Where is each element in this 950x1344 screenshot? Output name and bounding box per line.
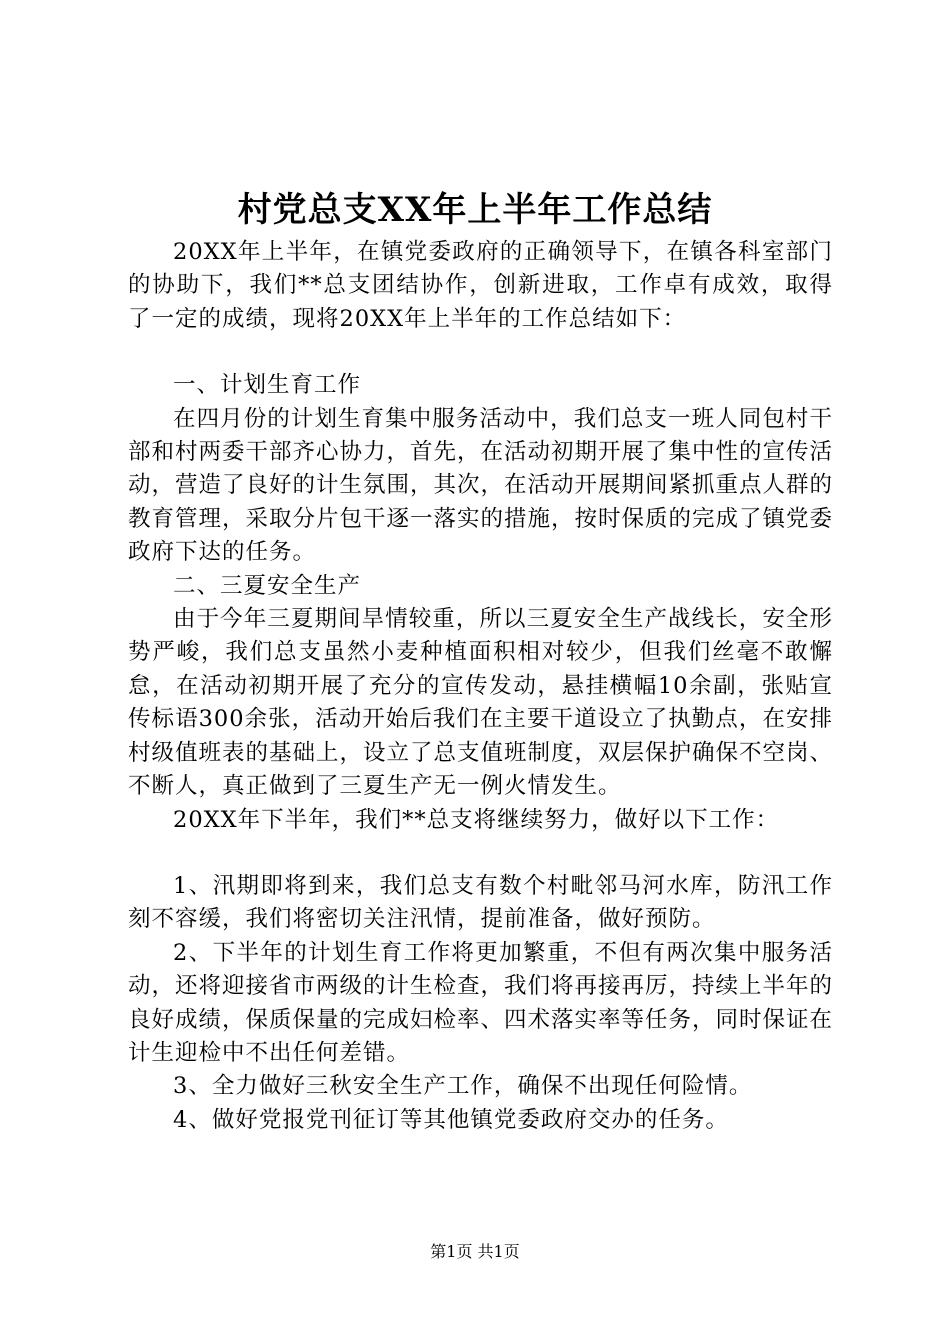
family-planning-paragraph: 在四月份的计划生育集中服务活动中，我们总支一班人同包村干部和村两委干部齐心协力，首先，在活动初期开展了集中性的宣传活动，营造了良好的计生氛围，其次，在活动开展期间紧抓重点人群的教育管理，采取分片包干逐一落实的措施，按时保质的完成了镇党委政府下达的任务。	[128, 405, 834, 566]
page-footer: 第1页 共1页	[430, 1242, 520, 1261]
section-heading-summer-safety: 二、三夏安全生产	[173, 572, 362, 599]
plan-item-2: 2、下半年的计划生育工作将更加繁重，不但有两次集中服务活动，还将迎接省市两级的计生检查，我们将再接再厉，持续上半年的良好成绩，保质保量的完成妇检率、四术落实率等任务，同时保证在计生迎检中不出任何差错。	[128, 939, 834, 1066]
plan-item-3: 3、全力做好三秋安全生产工作，确保不出现任何险情。	[173, 1073, 753, 1100]
plan-item-1: 1、汛期即将到来，我们总支有数个村毗邻马河水库，防汛工作刻不容缓，我们将密切关注汛情，提前准备，做好预防。	[128, 872, 833, 933]
intro-paragraph: 20XX年上半年，在镇党委政府的正确领导下，在镇各科室部门的协助下，我们**总支团结协作，创新进取，工作卓有成效，取得了一定的成绩，现将20XX年上半年的工作总结如下：	[128, 239, 833, 332]
summer-safety-paragraph: 由于今年三夏期间旱情较重，所以三夏安全生产战线长，安全形势严峻，我们总支虽然小麦种植面积相对较少，但我们丝毫不敢懈怠，在活动初期开展了充分的宣传发动，悬挂横幅10余副，张贴宣传标语300余张，活动开始后我们在主要干道设立了执勤点，在安排村级值班表的基础上，设立了总支值班制度，双层保护确保不空岗、不断人，真正做到了三夏生产无一例火情发生。	[128, 606, 834, 800]
section-heading-family-planning: 一、计划生育工作	[173, 372, 362, 399]
document-body	[128, 236, 833, 1137]
second-half-intro-paragraph: 20XX年下半年，我们**总支将继续努力，做好以下工作：	[173, 806, 780, 833]
plan-item-4: 4、做好党报党刊征订等其他镇党委政府交办的任务。	[173, 1106, 729, 1133]
document-title: 村党总支XX年上半年工作总结	[237, 190, 713, 230]
